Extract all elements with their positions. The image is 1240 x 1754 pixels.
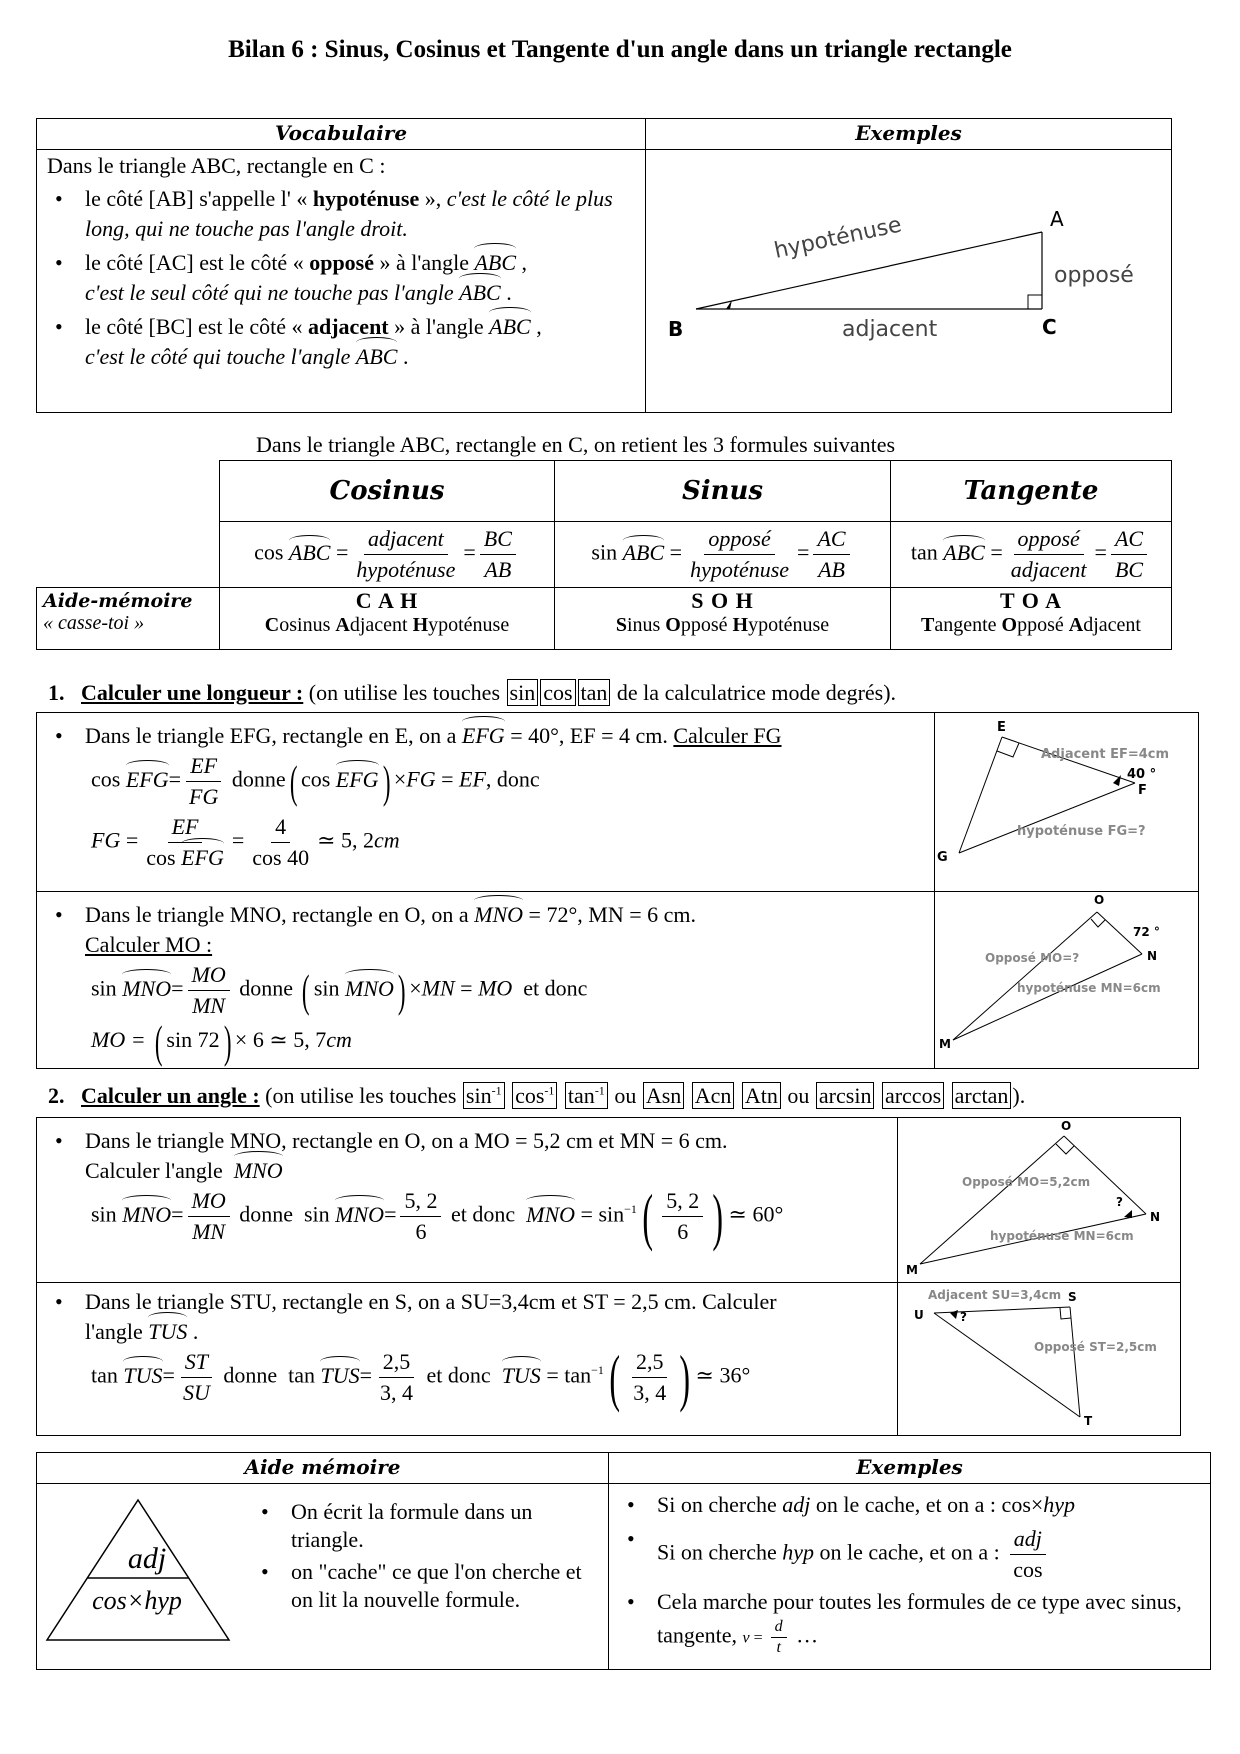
memo-ex-hyp: • Si on cherche hyp on le cache, et on a : $\frac{\text{adj}}{\cos}$	[609, 1524, 1200, 1585]
memo-header: Aide mémoire	[37, 1453, 609, 1484]
header-cosinus: Cosinus	[220, 461, 555, 522]
triangle-mno-figure-2	[898, 1118, 1180, 1276]
memo-triangle-top: adj	[127, 1542, 167, 1575]
label-hypotenuse: hypoténuse	[772, 212, 904, 264]
vertex-m: M	[939, 1037, 951, 1051]
ex-stu-figure-cell	[898, 1283, 1181, 1436]
label-hyp-fg: hypoténuse FG=?	[1017, 824, 1146, 839]
memo-examples-header: Exemples	[609, 1453, 1211, 1484]
header-sinus: Sinus	[555, 461, 891, 522]
section-2-table	[36, 1117, 1181, 1436]
label-angle-q-u: ?	[960, 1310, 967, 1324]
page-title: Bilan 6 : Sinus, Cosinus et Tangente d'un angle dans un triangle rectangle	[228, 36, 1012, 63]
vertex-n-2: N	[1150, 1210, 1161, 1224]
vertex-u: U	[914, 1308, 924, 1322]
section-2-heading: 2. Calculer un angle : (on utilise les touches $\sin^{-1} \cos^{-1} \tan^{-1}$ ou Asn Acn Atn ou arcsin arccos arctan ).	[48, 1083, 1026, 1108]
formula-tan: tan ABC = $\frac{\text{opposé}}{\text{adjacent}}$ = $\frac{AC}{BC}$	[891, 522, 1172, 588]
section-1-table	[36, 712, 1199, 1069]
mnemo-soh: S O H Sinus Opposé Hypoténuse	[555, 588, 891, 650]
vocab-intro: Dans le triangle ABC, rectangle en C :	[47, 153, 386, 178]
memo-table	[36, 1452, 1211, 1670]
memo-step-1: • On écrit la formule dans un triangle.	[243, 1498, 599, 1554]
vertex-f: F	[1138, 783, 1147, 798]
label-opp-mo-52: Opposé MO=5,2cm	[962, 1175, 1091, 1189]
label-angle-72: 72 °	[1133, 925, 1160, 939]
vertex-a: A	[1050, 207, 1064, 231]
vocab-cell	[37, 150, 646, 413]
vocab-table	[36, 118, 1172, 413]
mnemo-toa: T O A Tangente Opposé Adjacent	[891, 588, 1172, 650]
memo-ex-general: • Cela marche pour toutes les formules de ce type avec sinus, tangente, v = $\frac{d}{t}$ …	[609, 1587, 1200, 1658]
vertex-o: O	[1094, 893, 1105, 907]
ex-mno-angle-cell: • Dans le triangle MNO, rectangle en O, on a MO = 5,2 cm et MN = 6 cm. Calculer l'angle MNO sin MNO= $\frac{MO}{MN}$ donne sin MNO= $\frac{5, 2}{6}$ et donc MNO = $\sin^{-1}$( $\frac{5, 2}{6}$ ) ≃ 60°	[37, 1118, 898, 1283]
triangle-efg-figure	[935, 713, 1197, 885]
formulas-intro: Dans le triangle ABC, rectangle en C, on retient les 3 formules suivantes	[256, 432, 896, 457]
vertex-o-2: O	[1061, 1119, 1072, 1133]
vertex-s: S	[1068, 1290, 1077, 1304]
label-angle-q: ?	[1116, 1195, 1123, 1209]
label-adjacent-su: Adjacent SU=3,4cm	[928, 1288, 1062, 1302]
label-adjacent: adjacent	[842, 317, 938, 342]
vertex-n: N	[1147, 949, 1158, 963]
vertex-t: T	[1084, 1414, 1093, 1428]
label-adjacent-ef: Adjacent EF=4cm	[1041, 747, 1170, 762]
vertex-b: B	[668, 317, 684, 341]
ex-efg-figure-cell	[935, 713, 1199, 892]
formula-sin: sin ABC = $\frac{\text{opposé}}{\text{hypoténuse}}$ = $\frac{AC}{AB}$	[555, 522, 891, 588]
aide-memoire-cell: Aide-mémoire « casse-toi »	[37, 588, 220, 650]
memo-triangle-bottom: cos×hyp	[92, 1586, 182, 1615]
memo-ex-adj: • Si on cherche adj on le cache, et on a : cos×hyp	[609, 1490, 1200, 1520]
vocab-figure-cell	[646, 150, 1172, 413]
memo-cell	[37, 1484, 609, 1670]
memo-step-2: • on "cache" ce que l'on cherche et on lit la nouvelle formule.	[243, 1558, 599, 1614]
ex-mno-cell: • Dans le triangle MNO, rectangle en O, on a MNO = 72°, MN = 6 cm. Calculer MO : sin MNO= $\frac{MO}{MN}$ donne ( sin MNO) ×MN = MO et donc MO = ( sin 72) × 6 ≃ 5, 7cm	[37, 892, 935, 1069]
label-opp-mo: Opposé MO=?	[985, 951, 1080, 965]
section-1-heading: 1. Calculer une longueur : (on utilise les touches sin cos tan de la calculatrice mode degrés).	[48, 680, 897, 705]
vocab-item-adj: • le côté [BC] est le côté « adjacent » à l'angle ABC , c'est le côté qui touche l'angle ABC .	[37, 312, 635, 372]
triangle-stu-figure	[898, 1283, 1180, 1429]
vertex-c: C	[1042, 315, 1057, 339]
formula-cos: cos ABC = $\frac{\text{adjacent}}{\text{hypoténuse}}$ = $\frac{BC}{AB}$	[220, 522, 555, 588]
ex-mno-figure-cell	[935, 892, 1199, 1069]
label-oppose: opposé	[1054, 263, 1134, 288]
vocab-header: Vocabulaire	[37, 119, 646, 150]
header-tangente: Tangente	[891, 461, 1172, 522]
mnemo-cah: C A H Cosinus Adjacent Hypoténuse	[220, 588, 555, 650]
vertex-m-2: M	[906, 1263, 918, 1276]
label-hyp-mn-6: hypoténuse MN=6cm	[990, 1229, 1134, 1243]
formulas-table	[36, 460, 1172, 650]
ex-efg-cell: • Dans le triangle EFG, rectangle en E, on a EFG = 40°, EF = 4 cm. Calculer FG cos EFG= $\frac{EF}{FG}$ donne( cos EFG) ×FG = EF, donc FG = $\frac{EF}{\text{cos EFG}}$ = $\frac{4}{\cos 40}$ ≃ 5, 2cm	[37, 713, 935, 892]
label-opp-st: Opposé ST=2,5cm	[1034, 1340, 1157, 1354]
vocab-item-opp: • le côté [AC] est le côté « opposé » à l'angle ABC , c'est le seul côté qui ne touche pas l'angle ABC .	[37, 248, 635, 308]
triangle-mno-figure-1	[935, 892, 1197, 1062]
label-angle-40: 40 °	[1127, 767, 1157, 782]
memo-examples-cell	[609, 1484, 1211, 1670]
vertex-e: E	[997, 720, 1006, 735]
triangle-abc-figure	[646, 150, 1166, 406]
label-hyp-mn: hypoténuse MN=6cm	[1017, 981, 1161, 995]
examples-header: Exemples	[646, 119, 1172, 150]
vocab-item-hyp: • le côté [AB] s'appelle l' « hypoténuse », c'est le côté le plus long, qui ne touche pas l'angle droit.	[37, 184, 635, 244]
ex-mno-angle-figure-cell	[898, 1118, 1181, 1283]
ex-stu-cell: • Dans le triangle STU, rectangle en S, on a SU=3,4cm et ST = 2,5 cm. Calculer l'angle TUS . tan TUS= $\frac{ST}{SU}$ donne tan TUS= $\frac{2,5}{3, 4}$ et donc TUS = $\tan^{-1}$( $\frac{2,5}{3, 4}$ ) ≃ 36°	[37, 1283, 898, 1436]
vertex-g: G	[937, 850, 948, 865]
